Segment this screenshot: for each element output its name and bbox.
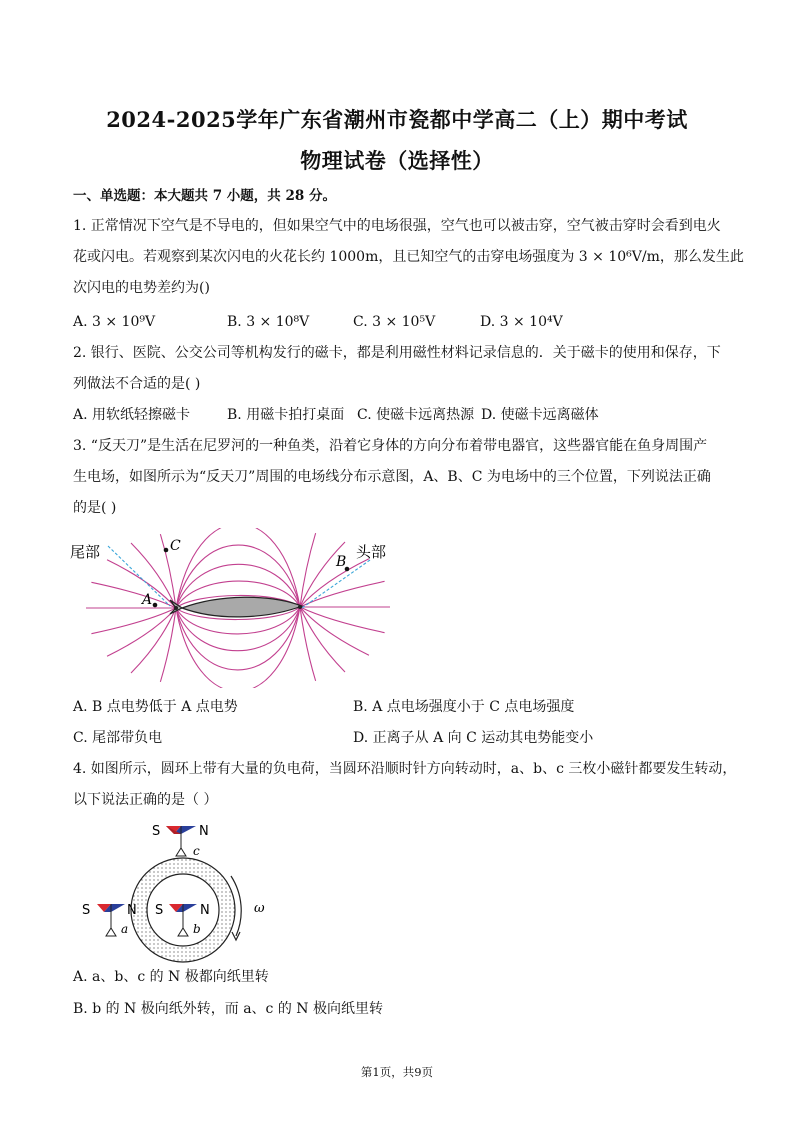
- q3-line1: 3. “反天刀”是生活在尼罗河的一种鱼类，沿着它身体的方向分布着带电器官，这些器官能在鱼身周围产: [73, 438, 708, 454]
- field-line: [300, 607, 345, 672]
- ring-magnet-figure: [76, 818, 276, 964]
- point-c-label: C: [170, 538, 181, 554]
- q3-option-c: C. 尾部带负电: [73, 730, 163, 746]
- field-line: [300, 607, 316, 681]
- field-line: [300, 607, 369, 655]
- magnet-c-label: c: [193, 844, 200, 858]
- field-line: [131, 608, 176, 673]
- field-line: [160, 608, 176, 682]
- q4-option-a: A. a、b、c 的 N 极都向纸里转: [73, 969, 269, 985]
- q3-option-b: B. A 点电场强度小于 C 点电场强度: [353, 699, 575, 715]
- field-line: [300, 542, 345, 607]
- point-b-label: B: [336, 554, 347, 570]
- magnet-b-s-label: S: [155, 903, 164, 918]
- tail-label: 尾部: [70, 543, 101, 561]
- q1-line1: 1. 正常情况下空气是不导电的，但如果空气中的电场很强，空气也可以被击穿，空气被击穿时会看到电火: [73, 218, 721, 234]
- q1-option-c: C. 3 × 10⁵V: [353, 314, 436, 330]
- q3-option-d: D. 正离子从 A 向 C 运动其电势能变小: [353, 730, 594, 746]
- head-label: 头部: [356, 543, 387, 561]
- q4-option-b: B. b 的 N 极向纸外转，而 a、c 的 N 极向纸里转: [73, 1001, 383, 1017]
- page-footer: 第1页，共9页: [360, 1065, 434, 1079]
- magnet-a-s-label: S: [82, 903, 91, 918]
- q2-option-c: C. 使磁卡远离热源: [357, 407, 475, 423]
- q4-line2: 以下说法正确的是（ ）: [73, 792, 218, 808]
- q2-line2: 列做法不合适的是( ): [73, 376, 201, 392]
- field-line: [300, 533, 316, 607]
- q3-line2: 生电场，如图所示为“反天刀”周围的电场线分布示意图，A、B、C 为电场中的三个位置，下列说法正确: [73, 469, 711, 485]
- page-title: 2024-2025学年广东省潮州市瓷都中学高二（上）期中考试: [106, 107, 688, 132]
- point-a-dot: [153, 603, 158, 608]
- q1-line3: 次闪电的电势差约为(): [73, 280, 210, 296]
- field-line: [107, 608, 176, 656]
- tail-pointer-line: [108, 546, 170, 606]
- magnet-b-label: b: [193, 922, 201, 936]
- magnet-c-icon: [166, 826, 196, 856]
- magnet-c-n-label: N: [199, 824, 209, 839]
- q2-option-a: A. 用软纸轻擦磁卡: [73, 407, 191, 423]
- page-subtitle: 物理试卷（选择性）: [300, 148, 494, 173]
- q3-line3: 的是( ): [73, 500, 117, 516]
- point-a-label: A: [142, 592, 153, 608]
- field-line: [300, 559, 369, 607]
- head-pole: [298, 605, 302, 609]
- tail-pole: [174, 606, 178, 610]
- magnet-b-n-label: N: [200, 903, 210, 918]
- q3-option-a: A. B 点电势低于 A 点电势: [73, 699, 238, 715]
- q1-option-b: B. 3 × 10⁸V: [227, 314, 310, 330]
- section-heading: 一、单选题：本大题共 7 小题，共 28 分。: [73, 188, 336, 204]
- q1-line2: 花或闪电。若观察到某次闪电的火花长约 1000m，且已知空气的击穿电场强度为 3 × 10⁶V/m，那么发生此: [73, 249, 744, 265]
- q4-line1: 4. 如图所示，圆环上带有大量的负电荷，当圆环沿顺时针方向转动时，a、b、c 三枚小磁针都要发生转动，: [73, 761, 737, 777]
- point-c-dot: [164, 548, 169, 553]
- q2-option-d: D. 使磁卡远离磁体: [481, 407, 599, 423]
- q2-line1: 2. 银行、医院、公交公司等机构发行的磁卡，都是利用磁性材料记录信息的．关于磁卡的使用和保存，下: [73, 345, 721, 361]
- q1-option-a: A. 3 × 10⁹V: [73, 314, 156, 330]
- magnet-a-n-label: N: [127, 903, 137, 918]
- electric-field-figure: [70, 528, 400, 688]
- q2-option-b: B. 用磁卡拍打桌面: [227, 407, 345, 423]
- q1-option-d: D. 3 × 10⁴V: [480, 314, 563, 330]
- magnet-a-label: a: [121, 922, 129, 936]
- omega-label: ω: [254, 901, 265, 916]
- magnet-c-s-label: S: [152, 824, 161, 839]
